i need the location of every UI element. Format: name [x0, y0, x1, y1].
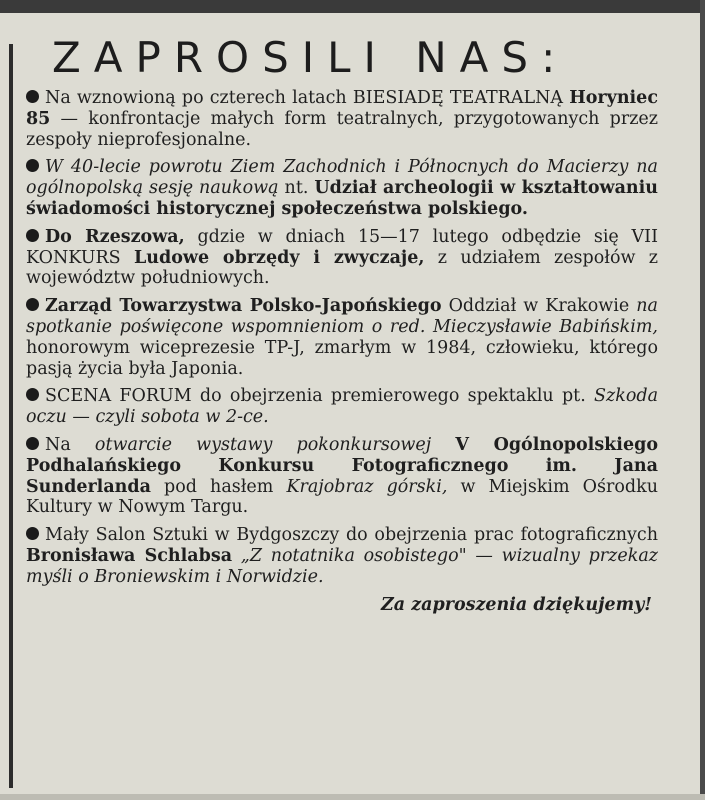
item-text-segment: Na [45, 434, 95, 455]
bullet-icon [26, 90, 39, 103]
bullet-icon [26, 527, 39, 540]
invitation-item-4 [26, 296, 658, 379]
item-text-segment: gdzie w dniach 15—17 lutego odbędzie się VII KONKURS [26, 226, 658, 268]
item-text-segment: z udziałem zespołów z województw południowych. [26, 247, 658, 289]
item-text-segment: Krajobraz górski, [286, 476, 448, 497]
right-border [700, 0, 705, 800]
headline: ZAPROSILI NAS: [52, 33, 569, 82]
item-text-segment: w Miejskim Ośrodku Kultury w Nowym Targu. [26, 476, 658, 518]
invitation-item-7 [26, 525, 658, 587]
item-text-segment: SCENA FORUM do obejrzenia premierowego spektaklu pt. [45, 386, 595, 407]
item-text-segment: BIESIADĘ TEATRALNĄ [352, 88, 564, 108]
item-text-segment: — konfrontacje małych form teatralnych, przygotowanych przez zespoły nieprofesjonalne. [26, 108, 658, 150]
item-text-segment: Szkoda oczu — czyli sobota w 2-ce. [26, 386, 658, 428]
bullet-icon [26, 388, 39, 401]
invitation-item-2 [26, 157, 658, 219]
item-text-segment: Oddział w Krakowie [441, 296, 637, 317]
bullet-icon [26, 437, 39, 450]
top-border [0, 0, 705, 13]
left-column-rule [9, 44, 13, 788]
item-text-segment: Do Rzeszowa, [45, 226, 185, 247]
bullet-icon [26, 229, 39, 242]
invitation-item-3 [26, 227, 658, 289]
bullet-icon [26, 159, 39, 172]
item-text-segment: otwarcie wystawy pokonkursowej [94, 434, 432, 455]
item-text-segment: Bronisława Schlabsa [26, 545, 233, 566]
item-text-segment: W 40-lecie powrotu Ziem Zachodnich i Północnych do Macierzy na ogólnopolską sesję naukową [26, 157, 658, 199]
item-text-segment: na spotkanie poświęcone wspomnieniom o red. Mieczysławie Babińskim, [26, 296, 658, 337]
closing-line: Za zaproszenia dziękujemy! [381, 594, 652, 615]
item-text-segment: Ludowe obrzędy i zwyczaje, [133, 247, 425, 268]
item-text-segment: Mały Salon Sztuki w Bydgoszczy do obejrzenia prac fotograficznych [45, 525, 658, 546]
item-text-segment: „Z notatnika osobistego" — wizualny przekaz myśli o Broniewskim i Norwidzie. [26, 545, 658, 587]
invitation-item-6 [26, 435, 658, 518]
article-body [26, 88, 658, 615]
item-text-segment: honorowym wiceprezesie TP-J, zmarłym w 1984, człowieku, którego pasją życia była Japonia. [26, 337, 658, 379]
bullet-icon [26, 298, 39, 311]
invitation-item-5 [26, 386, 658, 428]
item-text-segment: V Ogólnopolskiego Podhalańskiego Konkursu Fotograficznego im. Jana Sunderlanda [26, 434, 658, 497]
item-text-segment: Na wznowioną po czterech latach [45, 88, 353, 108]
item-text-segment: Horyniec 85 [26, 88, 658, 129]
item-text-segment [431, 435, 455, 455]
item-text-segment: pod hasłem [150, 476, 287, 497]
item-text-segment: Udział archeologii w kształtowaniu świadomości historycznej społeczeństwa polskiego. [26, 178, 659, 219]
item-text-segment [232, 546, 241, 566]
item-text-segment: nt. [278, 178, 315, 199]
invitation-item-1 [26, 88, 658, 150]
bottom-border [0, 794, 705, 800]
item-text-segment: Zarząd Towarzystwa Polsko-Japońskiego [45, 296, 442, 317]
